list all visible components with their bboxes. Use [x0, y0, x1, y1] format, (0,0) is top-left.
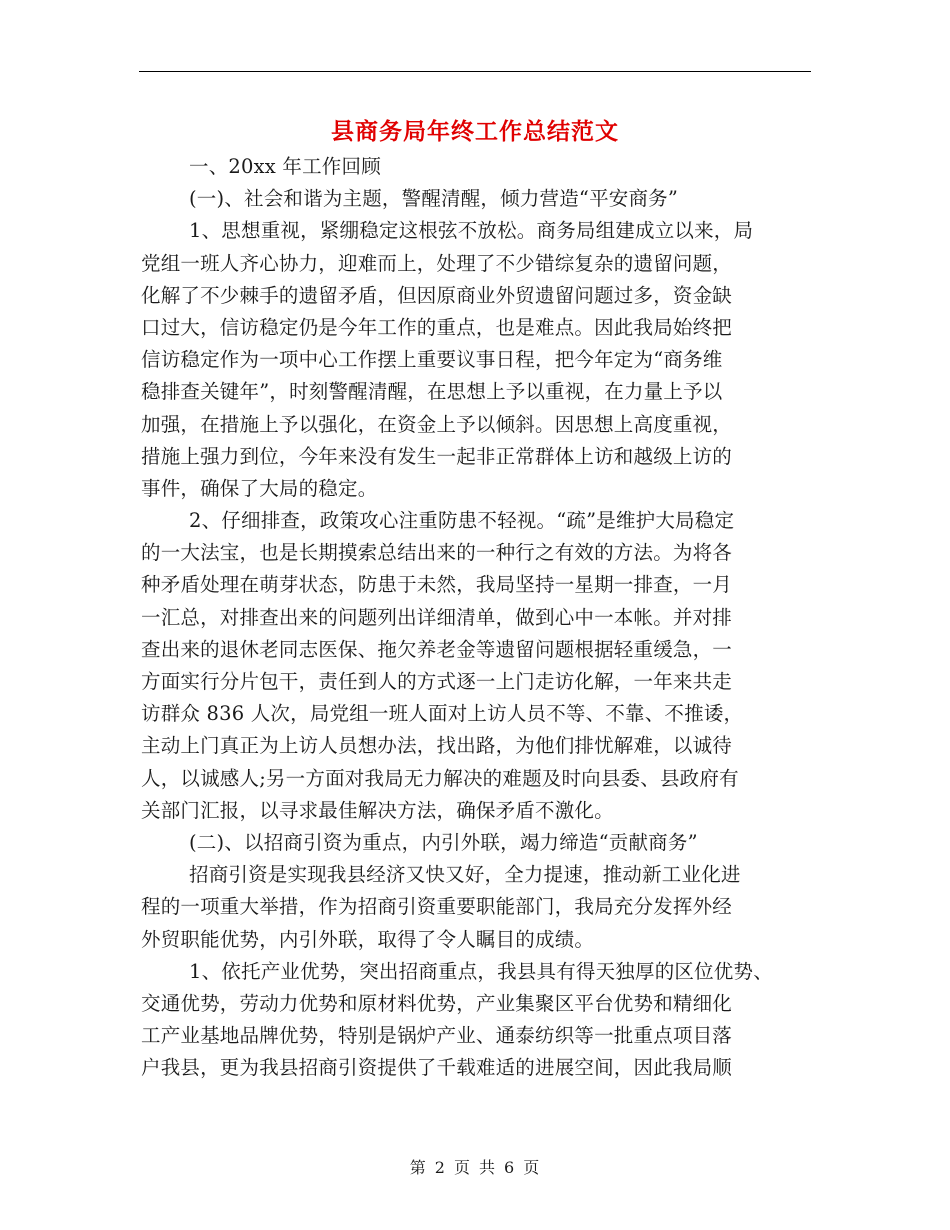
footer-total-unit: 页 [523, 1158, 541, 1177]
text-line: 事件，确保了大局的稳定。 [141, 476, 378, 500]
document-title: 县商务局年终工作总结范文 [331, 118, 619, 145]
page-footer [0, 1155, 950, 1178]
text-line: 口过大，信访稳定仍是今年工作的重点，也是难点。因此我局始终把 [141, 315, 733, 339]
footer-total-number: 6 [504, 1158, 516, 1177]
text-line: 访群众 836 人次，局党组一班人面对上访人员不等、不靠、不推诿， [141, 702, 744, 726]
text-line: 交通优势，劳动力优势和原材料优势，产业集聚区平台优势和精细化 [141, 991, 733, 1015]
text-line: 人，以诚感人;另一方面对我局无力解决的难题及时向县委、县政府有 [141, 766, 739, 790]
text-line: 1、思想重视，紧绷稳定这根弦不放松。商务局组建成立以来，局 [189, 219, 754, 243]
text-line: 一、20xx 年工作回顾 [189, 155, 381, 178]
text-line: 一汇总，对排查出来的问题列出详细清单，做到心中一本帐。并对排 [141, 605, 733, 629]
text-line: 工产业基地品牌优势，特别是锅炉产业、通泰纺织等一批重点项目落 [141, 1024, 733, 1048]
text-line: 的一大法宝，也是长期摸索总结出来的一种行之有效的方法。为将各 [141, 541, 733, 565]
footer-total-label: 共 [479, 1158, 497, 1177]
text-line: (二)、以招商引资为重点，内引外联，竭力缔造“贡献商务” [189, 830, 698, 854]
text-line: 化解了不少棘手的遗留矛盾，但因原商业外贸遗留问题过多，资金缺 [141, 283, 733, 307]
footer-page-number: 2 [434, 1158, 446, 1177]
text-line: 种矛盾处理在萌芽状态，防患于未然，我局坚持一星期一排查，一月 [141, 573, 733, 597]
text-line: 加强，在措施上予以强化，在资金上予以倾斜。因思想上高度重视， [141, 412, 733, 436]
text-line: (一)、社会和谐为主题，警醒清醒，倾力营造“平安商务” [189, 187, 679, 211]
text-line: 外贸职能优势，内引外联，取得了令人瞩目的成绩。 [141, 927, 595, 951]
header-rule [139, 71, 811, 72]
text-line: 信访稳定作为一项中心工作摆上重要议事日程，把今年定为“商务维 [141, 348, 723, 372]
text-line: 程的一项重大举措，作为招商引资重要职能部门，我局充分发挥外经 [141, 895, 733, 919]
text-line: 2、仔细排查，政策攻心注重防患不轻视。“疏”是维护大局稳定 [189, 509, 735, 533]
text-line: 方面实行分片包干，责任到人的方式逐一上门走访化解，一年来共走 [141, 670, 733, 693]
document-body [141, 151, 831, 1084]
text-line: 党组一班人齐心协力，迎难而上，处理了不少错综复杂的遗留问题， [141, 251, 733, 275]
footer-page-label: 第 [409, 1158, 427, 1177]
text-line: 稳排查关键年”，时刻警醒清醒，在思想上予以重视，在力量上予以 [141, 380, 723, 404]
text-line: 1、依托产业优势，突出招商重点，我县具有得天独厚的区位优势、 [189, 959, 773, 983]
text-line: 户我县，更为我县招商引资提供了千载难适的进展空间，因此我局顺 [141, 1056, 733, 1080]
text-line: 措施上强力到位，今年来没有发生一起非正常群体上访和越级上访的 [141, 444, 733, 468]
text-line: 关部门汇报，以寻求最佳解决方法，确保矛盾不激化。 [141, 798, 614, 822]
text-line: 主动上门真正为上访人员想办法，找出路，为他们排忧解难，以诚待 [141, 734, 733, 758]
text-line: 查出来的退休老同志医保、拖欠养老金等遗留问题根据轻重缓急，一 [141, 637, 733, 661]
footer-page-unit: 页 [453, 1158, 471, 1177]
text-line: 招商引资是实现我县经济又快又好，全力提速，推动新工业化进 [189, 863, 741, 887]
